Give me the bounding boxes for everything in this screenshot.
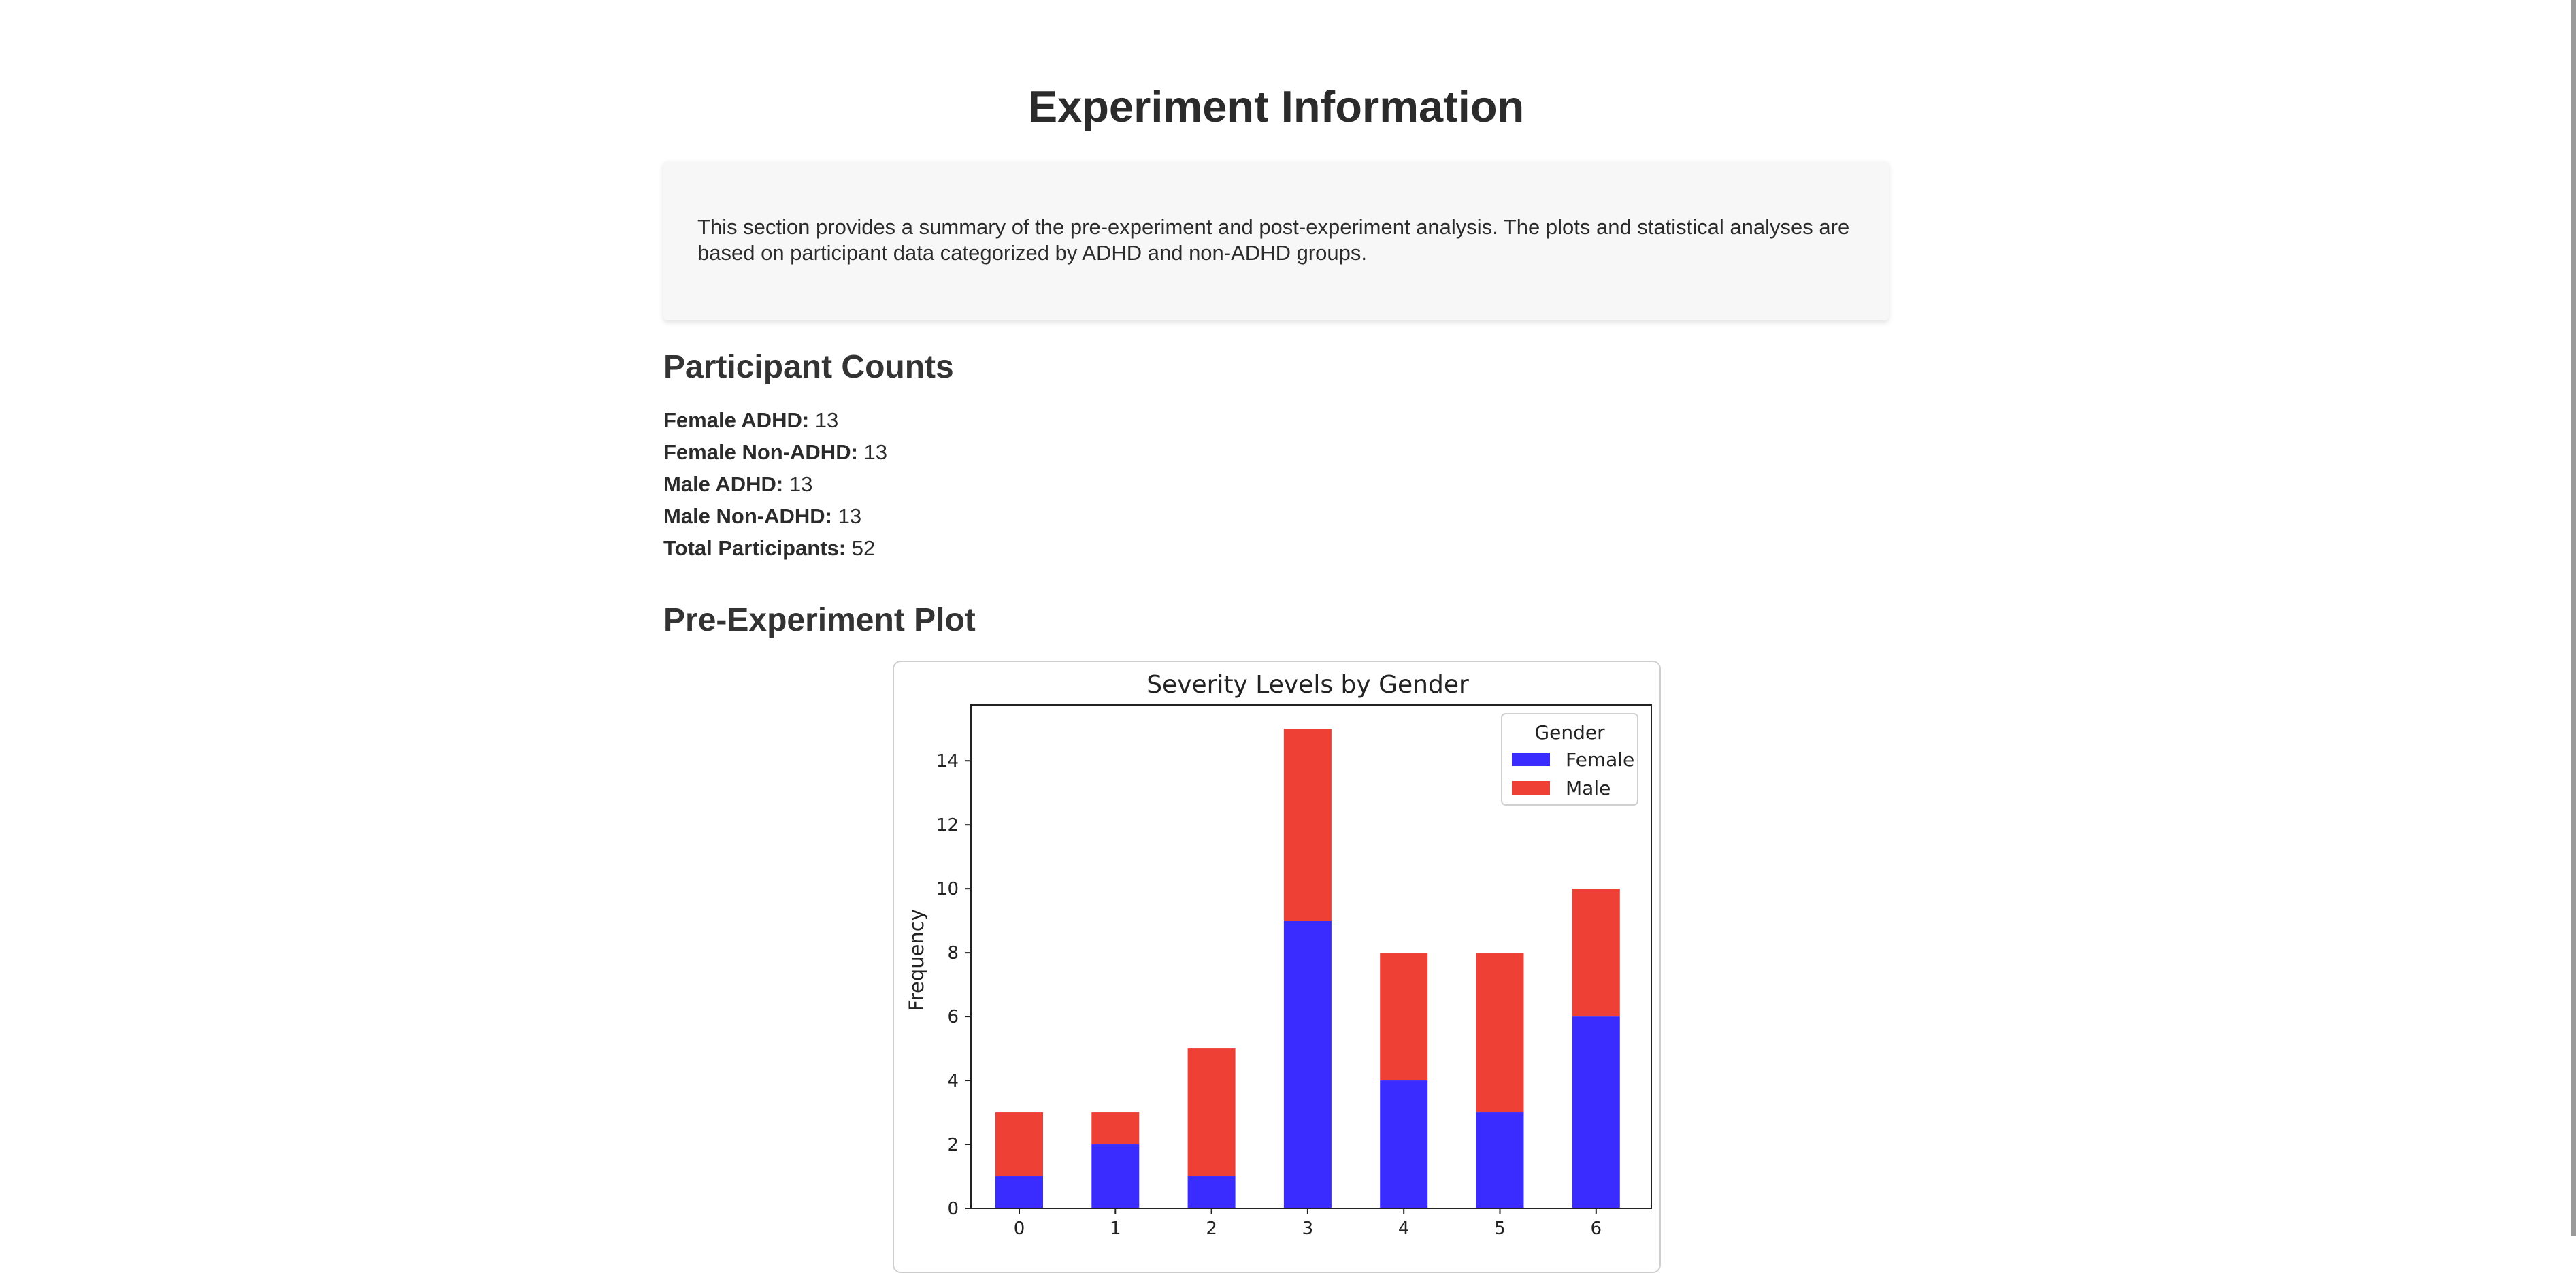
bar-male-3 <box>1284 729 1332 921</box>
legend-swatch-female <box>1512 753 1550 766</box>
count-label: Female ADHD: <box>663 408 810 432</box>
legend-title: Gender <box>1534 721 1605 744</box>
count-row-total <box>663 532 887 564</box>
y-tick-label: 12 <box>936 815 959 836</box>
y-tick-label: 4 <box>947 1071 959 1092</box>
legend <box>1502 714 1638 805</box>
bar-female-6 <box>1572 1016 1620 1208</box>
bar-male-5 <box>1476 953 1524 1112</box>
count-value: 13 <box>814 408 839 432</box>
y-tick-label: 2 <box>947 1135 959 1156</box>
legend-swatch-male <box>1512 781 1550 795</box>
x-tick-label: 6 <box>1590 1219 1602 1239</box>
bar-female-5 <box>1476 1112 1524 1208</box>
bar-female-0 <box>995 1176 1043 1208</box>
count-row-female-adhd <box>663 404 887 436</box>
bar-female-4 <box>1380 1080 1427 1208</box>
x-tick-label: 1 <box>1110 1219 1121 1239</box>
bar-male-6 <box>1572 889 1620 1016</box>
count-value: 52 <box>851 536 876 560</box>
x-tick-label: 4 <box>1398 1219 1410 1239</box>
count-value: 13 <box>789 472 813 496</box>
x-tick-label: 0 <box>1013 1219 1025 1239</box>
participant-counts-heading: Participant Counts <box>663 349 954 385</box>
count-row-male-adhd <box>663 468 887 500</box>
count-row-male-non-adhd <box>663 500 887 532</box>
bar-female-1 <box>1091 1144 1139 1208</box>
summary-text: This section provides a summary of the pre-experiment and post-experiment analysis. The plots and statistical analyses are based on participant data categorized by ADHD and non-ADHD groups. <box>697 215 1850 265</box>
count-value: 13 <box>863 440 888 464</box>
participant-counts-list <box>663 404 887 564</box>
legend-label-male: Male <box>1566 777 1611 799</box>
y-ticks-group <box>936 751 971 1219</box>
count-row-female-non-adhd <box>663 436 887 468</box>
count-label: Male ADHD: <box>663 472 784 496</box>
bar-male-0 <box>995 1112 1043 1176</box>
y-tick-label: 8 <box>947 943 959 964</box>
chart-title: Severity Levels by Gender <box>1146 671 1469 699</box>
legend-label-female: Female <box>1566 748 1635 771</box>
y-tick-label: 6 <box>947 1007 959 1028</box>
severity-chart <box>894 662 1659 1272</box>
x-tick-label: 2 <box>1206 1219 1217 1239</box>
bar-female-2 <box>1188 1176 1236 1208</box>
bar-male-1 <box>1091 1112 1139 1144</box>
x-tick-label: 3 <box>1302 1219 1314 1239</box>
x-tick-label: 5 <box>1494 1219 1506 1239</box>
bar-male-4 <box>1380 953 1427 1080</box>
x-ticks-group <box>1014 1208 1602 1239</box>
count-label: Male Non-ADHD: <box>663 504 832 528</box>
y-tick-label: 14 <box>936 751 959 772</box>
y-axis-label: Frequency <box>905 909 928 1011</box>
pre-experiment-chart-card <box>893 661 1661 1273</box>
count-label: Total Participants: <box>663 536 846 560</box>
pre-experiment-heading: Pre-Experiment Plot <box>663 602 976 638</box>
page-title: Experiment Information <box>1027 82 1525 131</box>
summary-box <box>663 161 1889 320</box>
y-tick-label: 0 <box>947 1199 959 1219</box>
bar-male-2 <box>1188 1048 1236 1176</box>
count-label: Female Non-ADHD: <box>663 440 858 464</box>
y-tick-label: 10 <box>936 879 959 900</box>
window-edge <box>2571 0 2576 1236</box>
bar-female-3 <box>1284 921 1332 1208</box>
count-value: 13 <box>838 504 862 528</box>
